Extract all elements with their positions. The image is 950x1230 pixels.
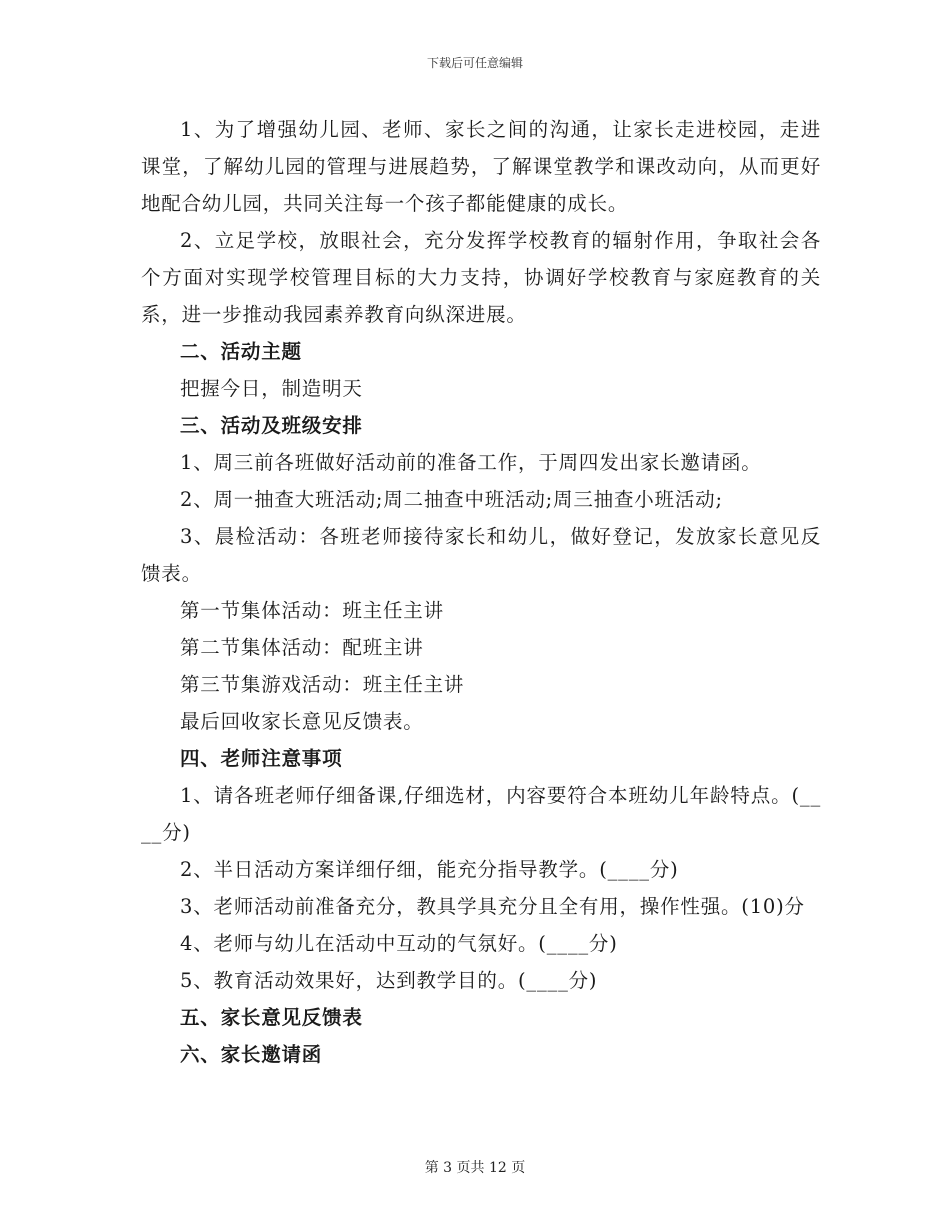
paragraph-session-3: 第三节集游戏活动：班主任主讲 (180, 673, 465, 696)
section-heading-invitation: 六、家长邀请函 (180, 1043, 323, 1066)
section-heading-theme: 二、活动主题 (180, 340, 302, 363)
paragraph-arrangement-1: 1、周三前各班做好活动前的准备工作，于周四发出家长邀请函。 (180, 451, 762, 474)
page-header-note: 下载后可任意编辑 (426, 56, 523, 70)
paragraph-arrangement-3: 3、晨检活动：各班老师接待家长和幼儿，做好登记，发放家长意见反馈表。 (141, 525, 821, 585)
paragraph-note-2: 2、半日活动方案详细仔细，能充分指导教学。(____分) (180, 858, 679, 881)
paragraph-session-1: 第一节集体活动：班主任主讲 (180, 599, 444, 622)
paragraph-theme: 把握今日，制造明天 (180, 377, 363, 400)
section-heading-arrangement: 三、活动及班级安排 (180, 414, 363, 437)
paragraph-note-5: 5、教育活动效果好，达到教学目的。(____分) (180, 969, 598, 992)
paragraph-note-4: 4、老师与幼儿在活动中互动的气氛好。(____分) (180, 932, 618, 955)
paragraph-note-1: 1、请各班老师仔细备课,仔细选材，内容要符合本班幼儿年龄特点。(____分) (141, 784, 821, 844)
paragraph-session-2: 第二节集体活动：配班主讲 (180, 636, 424, 659)
paragraph-note-3: 3、老师活动前准备充分，教具学具充分且全有用，操作性强。(10)分 (180, 895, 805, 918)
paragraph-arrangement-2: 2、周一抽查大班活动;周二抽查中班活动;周三抽查小班活动; (180, 488, 723, 511)
paragraph-collect-feedback: 最后回收家长意见反馈表。 (180, 710, 424, 733)
document-body (141, 111, 821, 1073)
section-heading-feedback-form: 五、家长意见反馈表 (180, 1006, 363, 1029)
page-number: 第 3 页共 12 页 (424, 1160, 526, 1176)
paragraph-purpose-2: 2、立足学校，放眼社会，充分发挥学校教育的辐射作用，争取社会各个方面对实现学校管理目标的大力支持，协调好学校教育与家庭教育的关系，进一步推动我园素养教育向纵深进展。 (141, 229, 821, 326)
paragraph-purpose-1: 1、为了增强幼儿园、老师、家长之间的沟通，让家长走进校园，走进课堂，了解幼儿园的管理与进展趋势，了解课堂教学和课改动向，从而更好地配合幼儿园，共同关注每一个孩子都能健康的成长。 (141, 118, 821, 215)
section-heading-teacher-notes: 四、老师注意事项 (180, 747, 343, 770)
